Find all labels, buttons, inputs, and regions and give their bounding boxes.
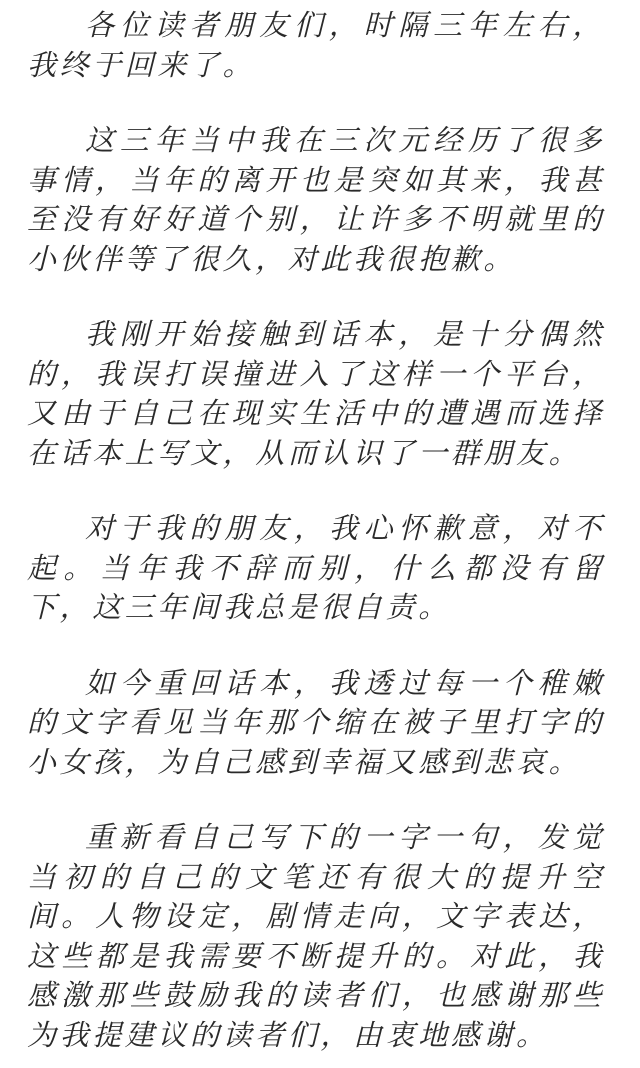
paragraph-2: 这三年当中我在三次元经历了很多事情，当年的离开也是突如其来，我甚至没有好好道个别，让许多不明就里的小伙伴等了很久，对此我很抱歉。 xyxy=(27,123,605,276)
bottom-edge xyxy=(0,1060,640,1068)
paragraph-4: 对于我的朋友，我心怀歉意，对不起。当年我不辞而别，什么都没有留下，这三年间我总是很自责。 xyxy=(27,511,605,624)
paragraph-5: 如今重回话本，我透过每一个稚嫩的文字看见当年那个缩在被子里打字的小女孩，为自己感到幸福又感到悲哀。 xyxy=(27,665,605,779)
paragraph-6: 重新看自己写下的一字一句，发觉当初的自己的文笔还有很大的提升空间。人物设定，剧情走向，文字表达，这些都是我需要不断提升的。对此，我感激那些鼓励我的读者们，也感谢那些为我提建议的读者们，由衷地感谢。 xyxy=(27,820,605,1052)
paragraph-3: 我刚开始接触到话本，是十分偶然的，我误打误撞进入了这样一个平台，又由于自己在现实生活中的遭遇而选择在话本上写文，从而认识了一群朋友。 xyxy=(27,317,605,470)
paragraph-1: 各位读者朋友们，时隔三年左右，我终于回来了。 xyxy=(27,8,605,82)
article-body xyxy=(27,6,605,1055)
